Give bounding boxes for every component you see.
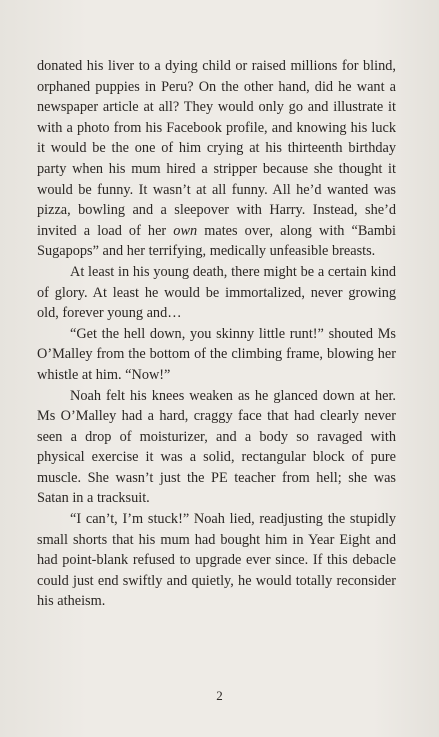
paragraph-1-text-after: mates over, along with “Bambi Sugapops” and her terrifying, medically unfeasible breasts. bbox=[37, 222, 396, 260]
paragraph-1-text-before: donated his liver to a dying child or raised millions for blind, orphaned puppies in Peru? On the other hand, did he want a newspaper article at all? They would only go and illustrate it with a photo from his Facebook profile, and knowing his luck it would be the one of him crying at his thirteenth birthday party when his mum hired a stripper because she thought it would be funny. It wasn’t at all funny. All he’d wanted was pizza, bowling and a sleepover with Harry. Instead, she’d invited a load of her bbox=[37, 58, 396, 239]
paragraph-2: At least in his young death, there might be a certain kind of glory. At least he would be immortalized, never growing old, forever young and… bbox=[37, 263, 396, 322]
paragraph-4: Noah felt his knees weaken as he glanced down at her. Ms O’Malley had a hard, craggy face that had clearly never seen a drop of moisturizer, and a body so ravaged with physical exercise it was a solid, rectangular block of pure muscle. She wasn’t just the PE teacher from hell; she was Satan in a tracksuit. bbox=[37, 387, 396, 507]
page-number: 2 bbox=[216, 688, 223, 703]
paragraph-1 bbox=[37, 56, 396, 262]
emphasized-word: own bbox=[173, 222, 198, 239]
body-text bbox=[37, 56, 396, 612]
paragraph-5: “I can’t, I’m stuck!” Noah lied, readjusting the stupidly small shorts that his mum had bought him in Year Eight and had point-blank refused to upgrade ever since. If this debacle could just end swiftly and quietly, he would totally reconsider his atheism. bbox=[37, 511, 396, 610]
paragraph-3: “Get the hell down, you skinny little runt!” shouted Ms O’Malley from the bottom of the climbing frame, blowing her whistle at him. “Now!” bbox=[37, 325, 396, 383]
